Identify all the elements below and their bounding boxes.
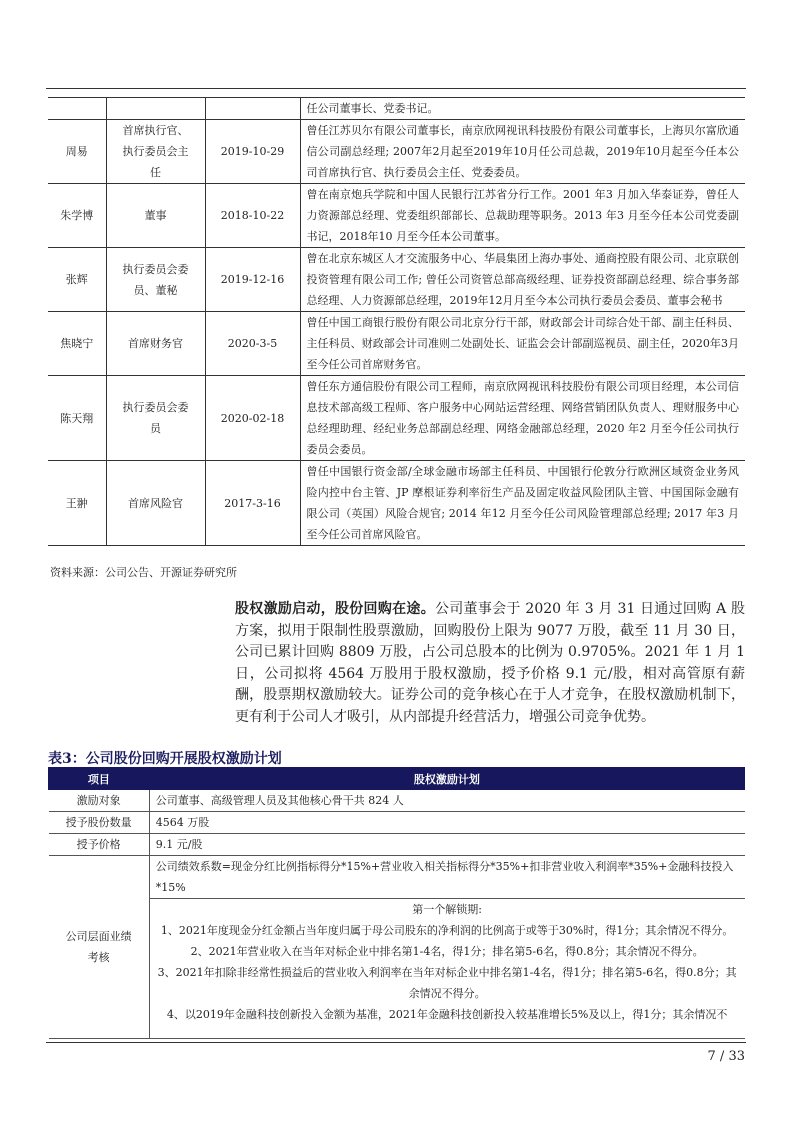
table-row [49, 834, 745, 856]
top-rule [46, 88, 746, 89]
perf-line: 1、2021年度现金分红金额占当年度归属于母公司股东的净利润的比例高于或等于30%时，得1分；其余情况不得分。 [160, 924, 734, 937]
exec-name: 周易 [48, 120, 106, 184]
table-row [48, 376, 745, 461]
exec-title [106, 98, 205, 120]
exec-name [48, 98, 106, 120]
table-row [49, 899, 745, 1039]
perf-line: 4、以2019年金融科技创新投入金额为基准，2021年金融科技创新投入较基准增长5%及以上，得1分；其余情况不 [166, 1008, 728, 1021]
table-row [48, 120, 745, 184]
exec-description: 曾在北京东城区人才交流服务中心、华晨集团上海办事处、通商控股有限公司、北京联创投资管理有限公司工作; 曾任公司资管总部高级经理、证券投资部副总经理、综合事务部总经理、人力资源部总经理，2019年12月月至今本公司执行委员会委员、董事会秘书 [300, 248, 745, 312]
row-label: 授予价格 [49, 834, 150, 856]
page-number: 7 / 33 [707, 1049, 745, 1064]
perf-line: 第一个解锁期: [412, 903, 482, 916]
perf-line: 3、2021年扣除非经常性损益后的营业收入利润率在当年对标企业中排名第1-4名，得1分；排名第5-6名，得0.8分；其余情况不得分。 [157, 966, 737, 1000]
row-value: 4564 万股 [149, 812, 744, 834]
exec-name: 陈天翔 [48, 376, 106, 461]
perf-lines [149, 899, 744, 1039]
exec-title: 首席财务官 [106, 312, 205, 376]
exec-date [205, 98, 300, 120]
perf-label [49, 856, 150, 1039]
table-row [48, 248, 745, 312]
header-plan: 股权激励计划 [149, 768, 744, 790]
exec-name: 王翀 [48, 461, 106, 546]
exec-date: 2018-10-22 [205, 184, 300, 248]
exec-description: 任公司董事长、党委书记。 [300, 98, 745, 120]
bottom-rule [46, 1042, 746, 1043]
table-row [48, 461, 745, 546]
exec-name: 朱学博 [48, 184, 106, 248]
exec-title: 执行委员会委员、董秘 [106, 248, 205, 312]
body-paragraph [235, 599, 745, 728]
exec-date: 2020-02-18 [205, 376, 300, 461]
exec-title: 首席风险官 [106, 461, 205, 546]
table-row [49, 812, 745, 834]
executives-table [48, 97, 745, 546]
row-label: 激励对象 [49, 790, 150, 812]
paragraph-text: 公司董事会于 2020 年 3 月 31 日通过回购 A 股方案，拟用于限制性股票激励，回购股份上限为 9077 万股，截至 11 月 30 日，公司已累计回购 8809 万股，占公司总股本的比例为 0.9705%。2021 年 1 月 1 日，公司拟将 4564 万股用于股权激励，授予价格 9.1 元/股，相对高管原有薪酬，股票期权激励较大。证券公司的竞争核心在于人才竞争，在股权激励机制下，更有利于公司人才吸引，从内部提升经营活力，增强公司竞争优势。 [235, 601, 746, 725]
exec-date: 2019-12-16 [205, 248, 300, 312]
exec-title: 董事 [106, 184, 205, 248]
table-row [48, 184, 745, 248]
exec-description: 曾在南京炮兵学院和中国人民银行江苏省分行工作。2001 年3 月加入华泰证券，曾任人力资源部总经理、党委组织部部长、总裁助理等职务。2013 年3 月至今任本公司党委副书记，2018年10 月至今任本公司董事。 [300, 184, 745, 248]
table3-title: 表3：公司股份回购开展股权激励计划 [48, 751, 282, 767]
table-row [49, 790, 745, 812]
row-value: 公司董事、高级管理人员及其他核心骨干共 824 人 [149, 790, 744, 812]
perf-formula: 公司绩效系数=现金分红比例指标得分*15%+营业收入相关指标得分*35%+扣非营业收入利润率*35%+金融科技投入*15% [149, 856, 744, 899]
table-row [48, 312, 745, 376]
incentive-plan-table [48, 767, 745, 1039]
header-item: 项目 [49, 768, 150, 790]
perf-line: 2、2021年营业收入在当年对标企业中排名第1-4名，得1分；排名第5-6名，得0.8分；其余情况不得分。 [190, 945, 704, 958]
table-row [49, 856, 745, 899]
exec-title: 执行委员会委员 [106, 376, 205, 461]
exec-title: 首席执行官、执行委员会主任 [106, 120, 205, 184]
exec-date: 2017-3-16 [205, 461, 300, 546]
exec-description: 曾任江苏贝尔有限公司董事长，南京欣网视讯科技股份有限公司董事长，上海贝尔富欣通信公司副总经理; 2007年2月起至2019年10月任公司总裁，2019年10月起至今任本公司首席执行官、执行委员会主任、党委委员。 [300, 120, 745, 184]
exec-name: 张辉 [48, 248, 106, 312]
source-note: 资料来源：公司公告、开源证券研究所 [50, 566, 237, 579]
paragraph-heading: 股权激励启动，股份回购在途。 [235, 601, 435, 617]
exec-name: 焦晓宁 [48, 312, 106, 376]
exec-date: 2019-10-29 [205, 120, 300, 184]
row-label: 授予股份数量 [49, 812, 150, 834]
perf-label-text: 公司层面业绩考核 [65, 930, 132, 964]
exec-description: 曾任中国银行资金部/全球金融市场部主任科员、中国银行伦敦分行欧洲区域资金业务风险内控中台主管、JP 摩根证券利率衍生产品及固定收益风险团队主管、中国国际金融有限公司（英国）风险合规官; 2014 年12 月至今任公司风险管理部总经理; 2017 年3 月至今任公司首席风险官。 [300, 461, 745, 546]
table-row [48, 98, 745, 120]
exec-date: 2020-3-5 [205, 312, 300, 376]
exec-description: 曾任东方通信股份有限公司工程师，南京欣网视讯科技股份有限公司项目经理，本公司信息技术部高级工程师、客户服务中心网站运营经理、网络营销团队负责人、理财服务中心总经理助理、经纪业务总部副总经理、网络金融部总经理，2020 年2 月至今任公司执行委员会委员。 [300, 376, 745, 461]
exec-description: 曾任中国工商银行股份有限公司北京分行干部，财政部会计司综合处干部、副主任科员、主任科员、财政部会计司准则二处副处长、证监会会计部副巡视员、副主任，2020年3月至今任公司首席财务官。 [300, 312, 745, 376]
row-value: 9.1 元/股 [149, 834, 744, 856]
